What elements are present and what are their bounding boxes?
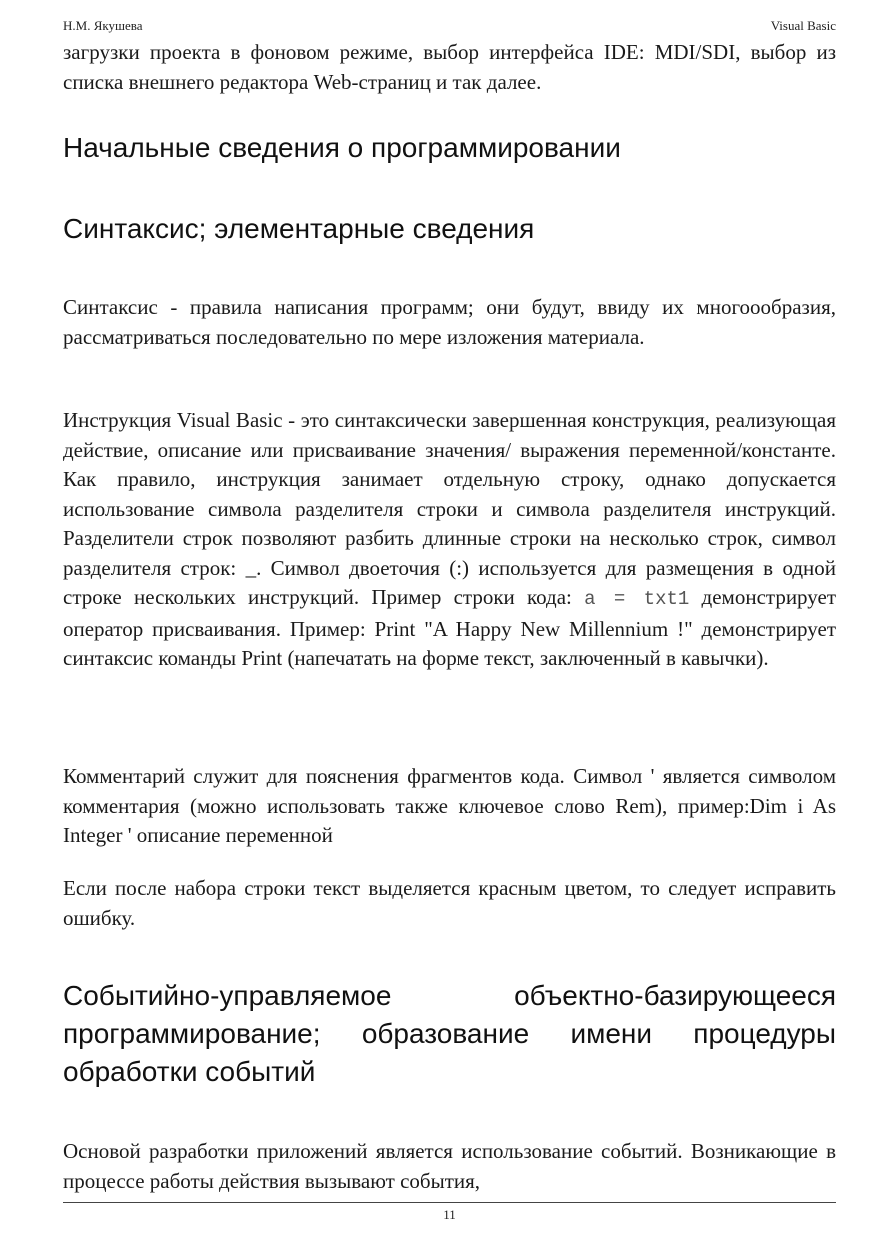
paragraph-intro [63, 38, 836, 97]
section-heading-events [63, 977, 836, 1091]
paragraph-error-text: Если после набора строки текст выделяется красным цветом, то следует исправить ошибку. [63, 876, 836, 930]
footer-divider [63, 1202, 836, 1203]
running-header [63, 17, 836, 35]
instruction-text-after: демонстрирует оператор присваивания. Пример: Print "A Happy New Millennium !" демонстрирует синтаксис команды Print (напечатать на форме текст, заключенный в кавычки). [63, 585, 837, 670]
paragraph-events-text: Основой разработки приложений является использование событий. Возникающие в процессе работы действия вызывают события, [63, 1139, 836, 1193]
header-author: Н.М. Якушева [63, 18, 143, 33]
paragraph-intro-text: загрузки проекта в фоновом режиме, выбор интерфейса IDE: MDI/SDI, выбор из списка внешнего редактора Web-страниц и так далее. [63, 40, 836, 94]
heading-basics-text: Начальные сведения о программировании [63, 132, 621, 163]
paragraph-syntax [63, 293, 836, 352]
paragraph-error-note [63, 874, 836, 933]
section-heading-syntax [63, 210, 836, 248]
heading-events-text: Событийно-управляемое объектно-базирующееся программирование; образование имени процедуры обработки событий [63, 980, 836, 1087]
paragraph-comment [63, 762, 836, 851]
header-subject: Visual Basic [770, 18, 836, 33]
paragraph-comment-text: Комментарий служит для пояснения фрагментов кода. Символ ' является символом комментария (можно использовать также ключевое слово Rem), пример:Dim i As Integer ' описание переменной [63, 764, 836, 847]
paragraph-events [63, 1137, 836, 1196]
document-page [63, 0, 836, 1241]
instruction-text-before: Инструкция Visual Basic - это синтаксически завершенная конструкция, реализующая действие, описание или присваивание значения/ выражения переменной/константе. Как правило, инструкция занимает отдельную строку, однако допускается использование символа разделителя строки и символа разделителя инструкций. Разделители строк позволяют разбить длинные строки на несколько строк, символ разделителя строк: _. Символ двоеточия (:) используется для размещения в одной строке нескольких инструкций. Пример строки кода: [63, 408, 836, 609]
paragraph-syntax-text: Синтаксис - правила написания программ; они будут, ввиду их многоообразия, рассматриваться последовательно по мере изложения материала. [63, 295, 836, 349]
heading-syntax-text: Синтаксис; элементарные сведения [63, 213, 535, 244]
code-sample-assignment: a = txt1 [584, 588, 690, 610]
page-number: 11 [443, 1207, 456, 1222]
paragraph-instruction-text [63, 406, 836, 674]
paragraph-instruction [63, 406, 836, 674]
section-heading-basics [63, 129, 836, 167]
